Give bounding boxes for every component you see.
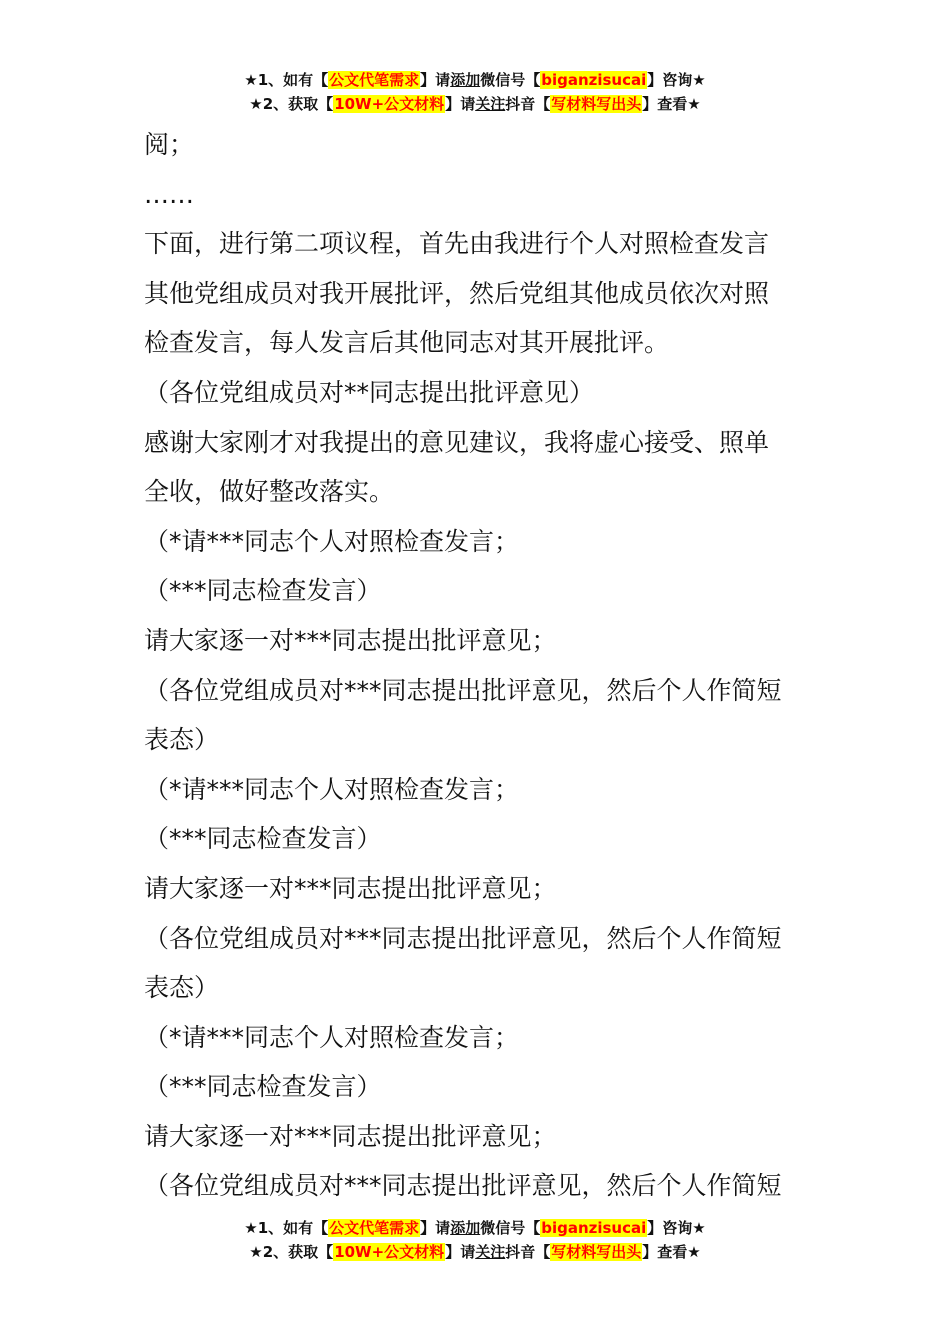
banner-line-1 — [0, 68, 950, 92]
text-line: 请大家逐一对***同志提出批评意见； — [144, 625, 557, 655]
text-line: 表态） — [144, 973, 220, 1003]
text-line: 感谢大家刚才对我提出的意见建议，我将虚心接受、照单 — [144, 427, 770, 457]
banner-text: 】咨询★ — [647, 71, 706, 89]
text-line: 下面，进行第二项议程，首先由我进行个人对照检查发言 — [144, 229, 770, 259]
banner-text: 微信号【 — [480, 71, 541, 89]
text-line: （***同志检查发言） — [144, 576, 382, 606]
text-line: 表态） — [144, 725, 220, 755]
banner-highlight: 写材料写出头 — [551, 1243, 642, 1261]
banner-text: 】请 — [420, 1219, 451, 1237]
banner-underline: 添加 — [450, 71, 481, 89]
text-line: 请大家逐一对***同志提出批评意见； — [144, 873, 557, 903]
banner-text: 微信号【 — [480, 1219, 541, 1237]
banner-text: 抖音【 — [505, 95, 551, 113]
banner-highlight: biganzisucai — [541, 71, 647, 89]
document-body — [144, 120, 824, 1211]
text-line: 全收，做好整改落实。 — [144, 477, 395, 507]
banner-underline: 关注 — [475, 1243, 506, 1261]
banner-highlight: 10W+公文材料 — [334, 1243, 445, 1261]
banner-text: 】请 — [445, 1243, 476, 1261]
header-banner — [0, 68, 950, 116]
banner-text: 抖音【 — [505, 1243, 551, 1261]
banner-underline: 添加 — [450, 1219, 481, 1237]
banner-highlight: 写材料写出头 — [551, 95, 642, 113]
banner-text: ★2、获取【 — [249, 95, 334, 113]
text-line: …… — [144, 179, 194, 209]
text-line: （*请***同志个人对照检查发言； — [144, 774, 520, 804]
banner-text: 】咨询★ — [647, 1219, 706, 1237]
banner-highlight: biganzisucai — [541, 1219, 647, 1237]
banner-highlight: 10W+公文材料 — [334, 95, 445, 113]
banner-line-2 — [0, 92, 950, 116]
banner-line-2 — [0, 1240, 950, 1264]
text-line: 阅； — [144, 130, 195, 159]
text-line: （各位党组成员对**同志提出批评意见） — [144, 377, 595, 407]
text-line: 检查发言，每人发言后其他同志对其开展批评。 — [144, 328, 670, 358]
banner-text: ★1、如有【 — [244, 1219, 329, 1237]
banner-text: ★1、如有【 — [244, 71, 329, 89]
text-line: （各位党组成员对***同志提出批评意见，然后个人作简短 — [144, 675, 782, 705]
banner-text: 】请 — [420, 71, 451, 89]
banner-highlight: 公文代笔需求 — [329, 71, 420, 89]
banner-underline: 关注 — [475, 95, 506, 113]
text-line: 请大家逐一对***同志提出批评意见； — [144, 1121, 557, 1151]
banner-text: 】查看★ — [642, 1243, 701, 1261]
text-line: （***同志检查发言） — [144, 824, 382, 854]
text-line: （***同志检查发言） — [144, 1072, 382, 1102]
text-line: （*请***同志个人对照检查发言； — [144, 1022, 520, 1052]
text-line: 其他党组成员对我开展批评，然后党组其他成员依次对照 — [144, 278, 770, 308]
text-line: （各位党组成员对***同志提出批评意见，然后个人作简短 — [144, 1171, 782, 1201]
banner-line-1 — [0, 1216, 950, 1240]
footer-banner — [0, 1216, 950, 1264]
banner-highlight: 公文代笔需求 — [329, 1219, 420, 1237]
text-line: （*请***同志个人对照检查发言； — [144, 526, 520, 556]
banner-text: ★2、获取【 — [249, 1243, 334, 1261]
banner-text: 】请 — [445, 95, 476, 113]
banner-text: 】查看★ — [642, 95, 701, 113]
text-line: （各位党组成员对***同志提出批评意见，然后个人作简短 — [144, 923, 782, 953]
